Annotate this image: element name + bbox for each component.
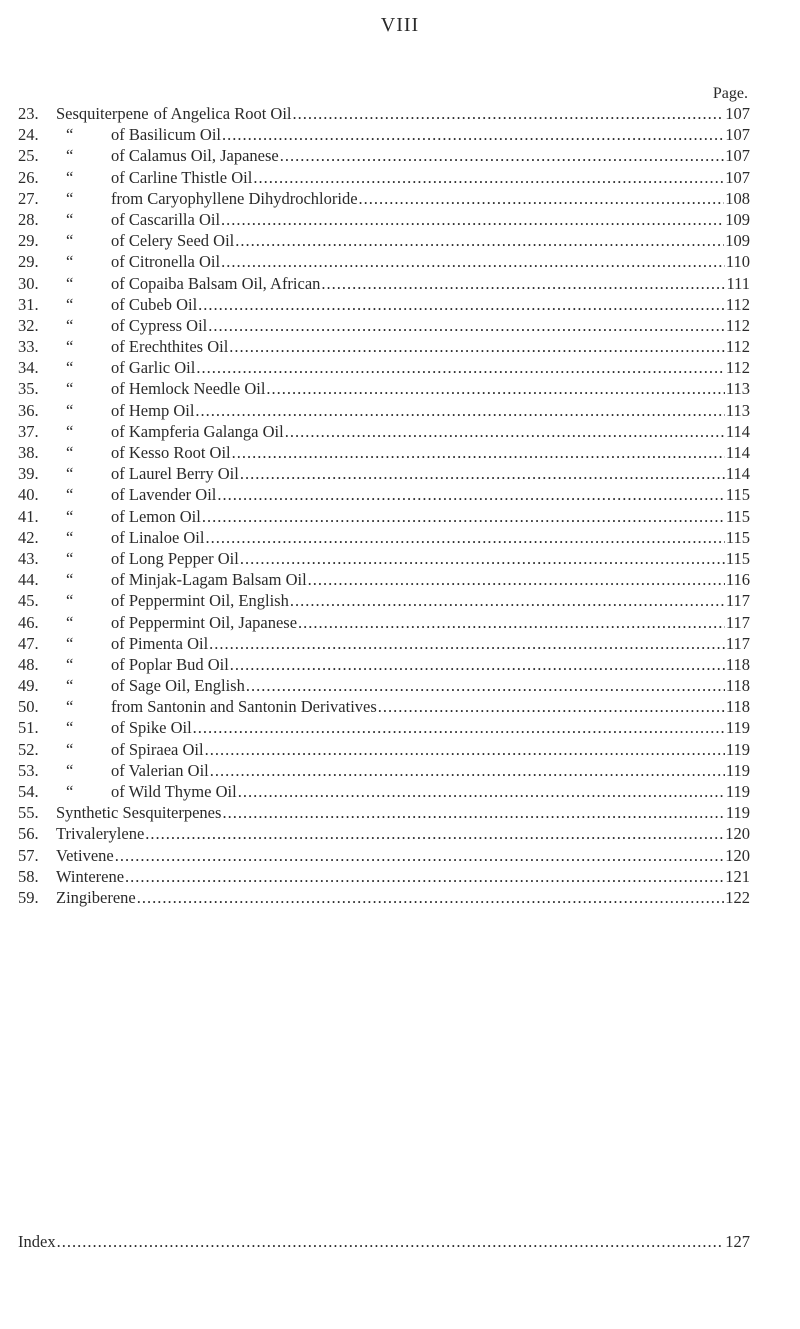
toc-entry[interactable]: [18, 782, 750, 803]
toc-entry[interactable]: [18, 867, 750, 888]
entry-prefix: “: [66, 209, 74, 229]
dot-leader: [285, 422, 725, 442]
entry-title: of Spiraea Oil: [111, 739, 204, 759]
entry-prefix: “: [66, 252, 74, 272]
entry-number: 27.: [18, 188, 39, 208]
entry-title: of Copaiba Balsam Oil, African: [111, 273, 321, 293]
toc-entry[interactable]: [18, 655, 750, 676]
dot-leader: [221, 252, 725, 272]
entry-number: 38.: [18, 443, 39, 462]
entry-number: 32.: [18, 315, 39, 335]
entry-title: of Basilicum Oil: [111, 125, 221, 145]
entry-page: 114: [725, 464, 750, 484]
entry-title: of Linaloe Oil: [111, 527, 205, 547]
entry-title: of Spike Oil: [111, 718, 192, 738]
entry-prefix: “: [66, 273, 74, 293]
dot-leader: [235, 231, 724, 251]
entry-page: 107: [725, 167, 750, 187]
page-number: VIII: [380, 14, 420, 36]
dot-leader: [57, 1232, 725, 1252]
entry-prefix: “: [66, 697, 74, 717]
entry-page: 117: [725, 591, 750, 611]
toc-entry[interactable]: [18, 295, 750, 316]
entry-prefix: “: [66, 188, 74, 208]
dot-leader: [253, 168, 724, 188]
toc-entry[interactable]: [18, 697, 750, 718]
entry-page: 121: [725, 866, 750, 886]
entry-number: 41.: [18, 506, 39, 526]
entry-title: of Citronella Oil: [111, 252, 221, 272]
page-column-header: Page.: [712, 85, 748, 102]
entry-number: 54.: [18, 782, 39, 801]
toc-entry[interactable]: [18, 125, 750, 146]
entry-title: of Peppermint Oil, English: [111, 591, 289, 611]
dot-leader: [308, 570, 725, 590]
dot-leader: [145, 824, 724, 844]
entry-prefix: “: [66, 358, 74, 378]
entry-number: 28.: [18, 209, 39, 229]
entry-number: 29.: [18, 231, 39, 251]
dot-leader: [221, 210, 724, 230]
dot-leader: [266, 379, 724, 399]
entry-prefix: “: [66, 315, 74, 335]
entry-title: of Lavender Oil: [111, 485, 217, 505]
entry-page: 116: [725, 570, 750, 590]
entry-page: 119: [725, 718, 750, 738]
entry-page: 118: [725, 697, 750, 717]
dot-leader: [290, 591, 725, 611]
toc-entry[interactable]: [18, 104, 750, 125]
entry-title: of Calamus Oil, Japanese: [111, 146, 279, 166]
entry-page: 118: [725, 654, 750, 674]
dot-leader: [210, 761, 725, 781]
dot-leader: [359, 189, 725, 209]
dot-leader: [208, 316, 725, 336]
entry-prefix: “: [66, 231, 74, 251]
entry-title: of Lemon Oil: [111, 506, 201, 526]
entry-page: 114: [725, 443, 750, 462]
toc-entry[interactable]: [18, 146, 750, 167]
dot-leader: [205, 528, 724, 548]
toc-entry[interactable]: [18, 570, 750, 591]
entry-prefix: “: [66, 782, 74, 801]
entry-number: 59.: [18, 887, 39, 907]
entry-number: 44.: [18, 570, 39, 590]
entry-prefix: “: [66, 570, 74, 590]
toc-entry[interactable]: [18, 252, 750, 273]
entry-page: 107: [725, 146, 750, 166]
entry-prefix: “: [66, 485, 74, 505]
entry-page: 107: [725, 125, 750, 145]
entry-page: 120: [725, 824, 750, 844]
entry-number: 40.: [18, 485, 39, 505]
entry-title: of Cascarilla Oil: [111, 209, 221, 229]
entry-prefix: “: [66, 676, 74, 696]
dot-leader: [298, 613, 725, 633]
entry-page: 108: [725, 188, 750, 208]
table-of-contents: [18, 104, 750, 909]
entry-number: 58.: [18, 866, 39, 886]
dot-leader: [238, 782, 725, 802]
entry-prefix: “: [66, 506, 74, 526]
dot-leader: [209, 634, 725, 654]
dot-leader: [195, 401, 724, 421]
toc-entry[interactable]: [18, 740, 750, 761]
index-entry[interactable]: [18, 1232, 750, 1252]
toc-entry[interactable]: [18, 718, 750, 739]
entry-number: 56.: [18, 824, 39, 844]
entry-page: 122: [725, 887, 750, 907]
dot-leader: [229, 337, 725, 357]
entry-title: of Minjak-Lagam Balsam Oil: [111, 570, 307, 590]
entry-number: 55.: [18, 803, 39, 823]
entry-number: 57.: [18, 845, 39, 865]
dot-leader: [217, 485, 724, 505]
entry-title: of Kesso Root Oil: [111, 443, 231, 462]
entry-title: of Laurel Berry Oil: [111, 464, 239, 484]
entry-number: 24.: [18, 125, 39, 145]
toc-entry[interactable]: [18, 846, 750, 867]
entry-page: 115: [725, 548, 750, 568]
entry-page: 109: [725, 209, 750, 229]
entry-title: of Angelica Root Oil: [153, 104, 292, 123]
entry-title: of Long Pepper Oil: [111, 548, 239, 568]
entry-title: of Poplar Bud Oil: [111, 654, 229, 674]
entry-title: of Kampferia Galanga Oil: [111, 421, 284, 441]
entry-title: of Cypress Oil: [111, 315, 208, 335]
entry-page: 114: [725, 421, 750, 441]
toc-entry[interactable]: [18, 231, 750, 252]
toc-entry[interactable]: [18, 613, 750, 634]
entry-title: Synthetic Sesquiterpenes: [56, 803, 222, 823]
entry-page: 112: [725, 337, 750, 357]
entry-page: 112: [725, 294, 750, 314]
dot-leader: [240, 549, 725, 569]
dot-leader: [137, 888, 725, 908]
toc-entry[interactable]: [18, 337, 750, 358]
toc-entry[interactable]: [18, 485, 750, 506]
entry-title: of Hemp Oil: [111, 400, 195, 420]
dot-leader: [232, 443, 725, 463]
toc-entry[interactable]: [18, 379, 750, 400]
entry-prefix: “: [66, 527, 74, 547]
index-label: Index: [18, 1232, 56, 1251]
entry-prefix: “: [66, 654, 74, 674]
toc-entry[interactable]: [18, 888, 750, 909]
entry-title: Zingiberene: [56, 887, 136, 907]
entry-number: 45.: [18, 591, 39, 611]
entry-title: of Erechthites Oil: [111, 337, 229, 357]
entry-title: Winterene: [56, 866, 125, 886]
dot-leader: [193, 718, 725, 738]
entry-number: 49.: [18, 676, 39, 696]
entry-number: 29.: [18, 252, 39, 272]
entry-title: from Caryophyllene Dihydrochloride: [111, 188, 358, 208]
entry-prefix: “: [66, 464, 74, 484]
entry-number: 34.: [18, 358, 39, 378]
entry-prefix: “: [66, 633, 74, 653]
toc-entry[interactable]: [18, 591, 750, 612]
entry-prefix: “: [66, 146, 74, 166]
dot-leader: [293, 104, 725, 124]
toc-entry[interactable]: [18, 422, 750, 443]
entry-number: 52.: [18, 739, 39, 759]
entry-prefix: “: [66, 612, 74, 632]
entry-number: 43.: [18, 548, 39, 568]
entry-prefix: “: [66, 548, 74, 568]
entry-page: 117: [725, 633, 750, 653]
entry-title: Trivalerylene: [56, 824, 145, 844]
dot-leader: [205, 740, 725, 760]
entry-number: 23.: [18, 104, 39, 123]
toc-entry[interactable]: [18, 464, 750, 485]
entry-page: 115: [725, 506, 750, 526]
entry-page: 111: [726, 273, 750, 293]
toc-entry[interactable]: [18, 803, 750, 824]
dot-leader: [196, 358, 725, 378]
dot-leader: [246, 676, 725, 696]
entry-prefix: “: [66, 591, 74, 611]
entry-page: 110: [725, 252, 750, 272]
entry-title: of Sage Oil, English: [111, 676, 245, 696]
entry-number: 26.: [18, 167, 39, 187]
entry-page: 115: [725, 527, 750, 547]
dot-leader: [222, 803, 724, 823]
dot-leader: [321, 274, 725, 294]
entry-prefix: “: [66, 125, 74, 145]
entry-prefix: “: [66, 167, 74, 187]
entry-number: 25.: [18, 146, 39, 166]
toc-entry[interactable]: [18, 549, 750, 570]
dot-leader: [230, 655, 725, 675]
toc-entry[interactable]: [18, 274, 750, 295]
entry-page: 113: [725, 400, 750, 420]
entry-page: 112: [725, 358, 750, 378]
entry-page: 112: [725, 315, 750, 335]
entry-title: of Hemlock Needle Oil: [111, 379, 266, 399]
entry-title: of Peppermint Oil, Japanese: [111, 612, 298, 632]
entry-number: 46.: [18, 612, 39, 632]
entry-page: 119: [725, 782, 750, 801]
entry-page: 109: [725, 231, 750, 251]
dot-leader: [280, 146, 725, 166]
toc-entry[interactable]: [18, 634, 750, 655]
index-page: 127: [725, 1232, 750, 1251]
entry-prefix: “: [66, 760, 74, 780]
dot-leader: [378, 697, 725, 717]
entry-page: 117: [725, 612, 750, 632]
entry-page: 119: [725, 760, 750, 780]
entry-prefix: “: [66, 718, 74, 738]
toc-entry[interactable]: [18, 358, 750, 379]
entry-title: of Wild Thyme Oil: [111, 782, 237, 801]
dot-leader: [115, 846, 725, 866]
toc-entry[interactable]: [18, 210, 750, 231]
entry-page: 118: [725, 676, 750, 696]
entry-page: 119: [725, 739, 750, 759]
entry-number: 53.: [18, 760, 39, 780]
dot-leader: [125, 867, 724, 887]
dot-leader: [222, 125, 724, 145]
entry-number: 35.: [18, 379, 39, 399]
entry-prefix: “: [66, 379, 74, 399]
toc-entry[interactable]: [18, 528, 750, 549]
toc-entry[interactable]: [18, 316, 750, 337]
dot-leader: [202, 507, 725, 527]
toc-entry[interactable]: [18, 824, 750, 845]
dot-leader: [240, 464, 725, 484]
entry-title: of Celery Seed Oil: [111, 231, 235, 251]
toc-entry[interactable]: [18, 676, 750, 697]
entry-number: 47.: [18, 633, 39, 653]
entry-title: of Garlic Oil: [111, 358, 196, 378]
entry-number: 36.: [18, 400, 39, 420]
entry-title: of Valerian Oil: [111, 760, 209, 780]
toc-entry[interactable]: [18, 401, 750, 422]
entry-title: of Cubeb Oil: [111, 294, 198, 314]
entry-number: 37.: [18, 421, 39, 441]
dot-leader: [198, 295, 725, 315]
entry-prefix: “: [66, 443, 74, 462]
entry-number: 42.: [18, 527, 39, 547]
entry-title: Vetivene: [56, 845, 114, 865]
entry-number: 51.: [18, 718, 39, 738]
entry-number: 39.: [18, 464, 39, 484]
entry-page: 119: [725, 803, 750, 823]
entry-prefix: “: [66, 294, 74, 314]
entry-prefix: “: [66, 421, 74, 441]
entry-page: 120: [725, 845, 750, 865]
entry-prefix: “: [66, 400, 74, 420]
toc-entry[interactable]: [18, 168, 750, 189]
entry-title: of Carline Thistle Oil: [111, 167, 253, 187]
entry-number: 30.: [18, 273, 39, 293]
entry-title: of Pimenta Oil: [111, 633, 209, 653]
entry-prefix: Sesquiterpene: [56, 104, 149, 123]
toc-entry[interactable]: [18, 189, 750, 210]
entry-number: 33.: [18, 337, 39, 357]
entry-page: 113: [725, 379, 750, 399]
entry-page: 115: [725, 485, 750, 505]
entry-number: 31.: [18, 294, 39, 314]
entry-number: 48.: [18, 654, 39, 674]
entry-number: 50.: [18, 697, 39, 717]
entry-prefix: “: [66, 739, 74, 759]
toc-entry[interactable]: [18, 507, 750, 528]
entry-title: from Santonin and Santonin Derivatives: [111, 697, 377, 717]
entry-page: 107: [725, 104, 750, 123]
toc-entry[interactable]: [18, 443, 750, 464]
toc-entry[interactable]: [18, 761, 750, 782]
entry-prefix: “: [66, 337, 74, 357]
